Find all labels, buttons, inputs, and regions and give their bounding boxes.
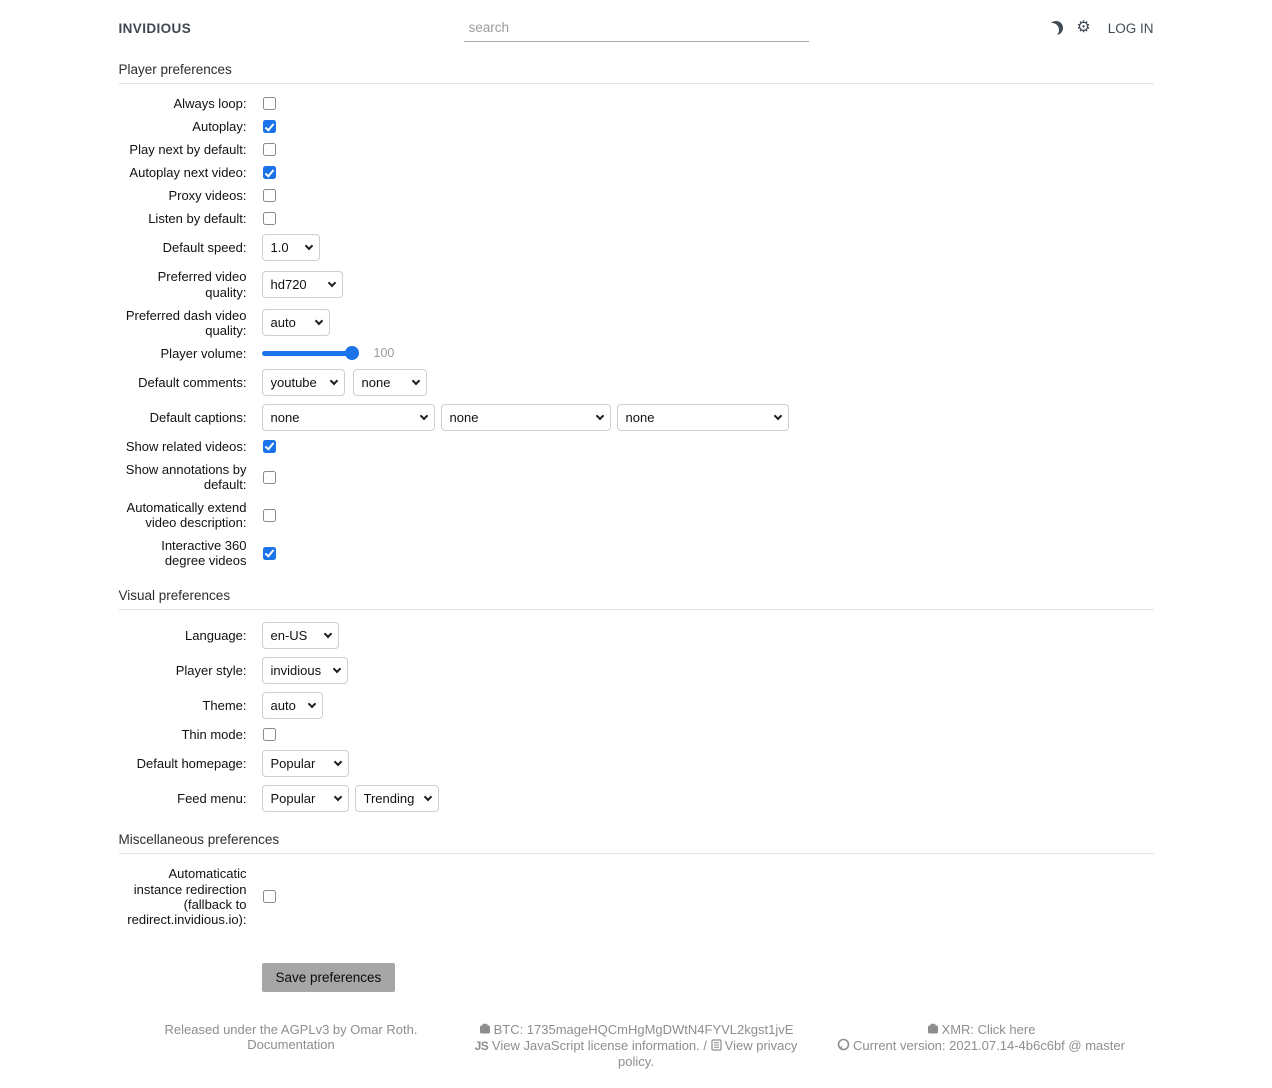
field-label: Listen by default: (148, 211, 247, 227)
footer-separator: / (703, 1038, 708, 1054)
select-wrapper (262, 750, 349, 777)
captions-select-3[interactable] (617, 404, 789, 431)
player-volume-slider[interactable] (262, 351, 359, 356)
field-control (262, 271, 349, 298)
annotations-checkbox[interactable] (263, 471, 276, 484)
select-wrapper (262, 692, 323, 719)
instance-redirect-checkbox[interactable] (263, 890, 276, 903)
field-label: Preferred dash video quality: (125, 307, 247, 338)
field-control (262, 211, 277, 226)
form-row (119, 866, 1154, 926)
field-label: Automaticatic instance redirection (fallback to redirect.invidious.io): (127, 866, 247, 927)
select-wrapper (262, 657, 348, 684)
field-control (262, 546, 277, 561)
field-label: Show related videos: (125, 438, 247, 454)
feed-menu-select-2[interactable] (355, 785, 439, 812)
captions-select-2[interactable] (441, 404, 611, 431)
moon-icon[interactable] (1049, 21, 1063, 35)
related-videos-checkbox[interactable] (263, 440, 276, 453)
field-control (262, 234, 326, 261)
btc-address: BTC: 1735mageHQCmHgMgDWtN4FYVL2kgst1jvE (493, 1021, 794, 1037)
form-row (119, 538, 1154, 568)
player-style-select[interactable] (262, 657, 348, 684)
form-row (119, 404, 1154, 431)
field-control (262, 309, 336, 336)
player-preferences-heading: Player preferences (119, 62, 1154, 84)
js-icon: JS (474, 1039, 489, 1054)
field-label: Autoplay next video: (129, 165, 247, 181)
field-label: Thin mode: (181, 727, 247, 743)
default-homepage-select[interactable] (262, 750, 349, 777)
form-row (119, 269, 1154, 299)
form-row (119, 657, 1154, 684)
footer-version-column (809, 1022, 1154, 1070)
field-label: Default comments: (138, 374, 247, 390)
field-control (262, 369, 433, 396)
form-row (119, 692, 1154, 719)
field-label: Theme: (202, 698, 247, 714)
top-navbar (119, 0, 1154, 42)
thin-mode-checkbox[interactable] (263, 728, 276, 741)
field-label: Default captions: (149, 409, 247, 425)
field-label: Player style: (175, 663, 247, 679)
form-row (119, 165, 1154, 180)
always-loop-checkbox[interactable] (263, 97, 276, 110)
js-license-link[interactable]: View JavaScript license information. (491, 1038, 700, 1054)
select-wrapper (441, 404, 611, 431)
field-control (262, 657, 354, 684)
select-wrapper (355, 785, 439, 812)
field-control (262, 404, 795, 431)
form-row (119, 785, 1154, 812)
form-row (119, 188, 1154, 203)
privacy-policy-icon (711, 1039, 722, 1054)
field-label: Language: (185, 628, 247, 644)
captions-select-1[interactable] (262, 404, 435, 431)
form-row (119, 234, 1154, 261)
form-row (119, 439, 1154, 454)
comments-source-select-2[interactable] (353, 369, 427, 396)
field-label: Play next by default: (129, 142, 247, 158)
field-label: Default homepage: (136, 756, 247, 772)
field-label: Default speed: (162, 240, 247, 256)
footer-license-column (119, 1022, 464, 1070)
feed-menu-select-1[interactable] (262, 785, 349, 812)
select-wrapper (353, 369, 427, 396)
bitcoin-icon (479, 1023, 491, 1038)
video-quality-select[interactable] (262, 271, 343, 298)
field-control (262, 750, 355, 777)
select-wrapper (262, 234, 320, 261)
field-label: Autoplay: (192, 119, 247, 135)
interactive-360-checkbox[interactable] (263, 547, 276, 560)
github-icon (837, 1038, 850, 1054)
misc-preferences-heading: Miscellaneous preferences (119, 832, 1154, 854)
field-label: Preferred video quality: (157, 269, 247, 300)
form-row (119, 622, 1154, 649)
field-control (262, 727, 277, 742)
privacy-policy-link[interactable]: View privacy policy. (618, 1038, 798, 1070)
footer-donate-column (464, 1022, 809, 1070)
field-label: Interactive 360 degree videos (161, 538, 247, 569)
theme-select[interactable] (262, 692, 323, 719)
dash-quality-select[interactable] (262, 309, 330, 336)
monero-icon (927, 1023, 939, 1038)
invidious-logo[interactable]: INVIDIOUS (118, 20, 192, 36)
select-wrapper (262, 404, 435, 431)
volume-value: 100 (373, 346, 395, 361)
field-control (262, 119, 277, 134)
field-control (262, 188, 277, 203)
extend-description-checkbox[interactable] (263, 509, 276, 522)
field-label: Always loop: (173, 96, 247, 111)
form-row (119, 96, 1154, 111)
play-next-by-default-checkbox[interactable] (263, 143, 276, 156)
form-row (119, 142, 1154, 157)
field-label: Automatically extend video description: (126, 500, 247, 531)
login-link[interactable]: LOG IN (1107, 20, 1154, 36)
autoplay-checkbox[interactable] (263, 120, 276, 133)
field-control (262, 622, 345, 649)
navbar-right (809, 21, 1154, 36)
field-control (262, 439, 277, 454)
documentation-link[interactable]: Documentation (247, 1037, 335, 1053)
form-row (119, 119, 1154, 134)
autoplay-next-video-checkbox[interactable] (263, 166, 276, 179)
form-row (119, 462, 1154, 492)
field-control (262, 692, 329, 719)
proxy-videos-checkbox[interactable] (263, 189, 276, 202)
navbar-search (464, 14, 809, 42)
form-row (119, 211, 1154, 226)
form-row (119, 346, 1154, 361)
select-wrapper (262, 369, 345, 396)
listen-by-default-checkbox[interactable] (263, 212, 276, 225)
form-row (119, 727, 1154, 742)
field-label: Player volume: (160, 345, 247, 361)
field-control (262, 346, 395, 361)
field-control (262, 508, 277, 523)
gear-icon[interactable]: ⚙ (1076, 19, 1091, 36)
page-footer (119, 1022, 1154, 1088)
field-label: Feed menu: (177, 791, 247, 807)
search-input[interactable] (464, 14, 809, 42)
page-container (119, 0, 1154, 1088)
form-row (119, 750, 1154, 777)
select-wrapper (262, 309, 330, 336)
xmr-link[interactable]: XMR: Click here (941, 1021, 1036, 1037)
language-select[interactable] (262, 622, 339, 649)
field-control (262, 889, 277, 904)
version-text: Current version: 2021.07.14-4b6c6bf @ master (853, 1038, 1125, 1054)
field-label: Proxy videos: (168, 188, 247, 204)
field-control (262, 785, 445, 812)
navbar-left (119, 21, 464, 36)
select-wrapper (617, 404, 789, 431)
form-row (119, 308, 1154, 338)
comments-source-select-1[interactable] (262, 369, 345, 396)
select-wrapper (262, 622, 339, 649)
select-wrapper (262, 271, 343, 298)
form-row (119, 369, 1154, 396)
field-control (262, 165, 277, 180)
default-speed-select[interactable] (262, 234, 320, 261)
form-row (119, 500, 1154, 530)
save-preferences-button[interactable]: Save preferences (262, 963, 396, 992)
select-wrapper (262, 785, 349, 812)
field-control (262, 96, 277, 111)
field-label: Show annotations by default: (125, 461, 247, 493)
visual-preferences-heading: Visual preferences (119, 588, 1154, 610)
field-control (262, 142, 277, 157)
field-control (262, 470, 277, 485)
license-text: Released under the AGPLv3 by Omar Roth. (164, 1021, 418, 1037)
